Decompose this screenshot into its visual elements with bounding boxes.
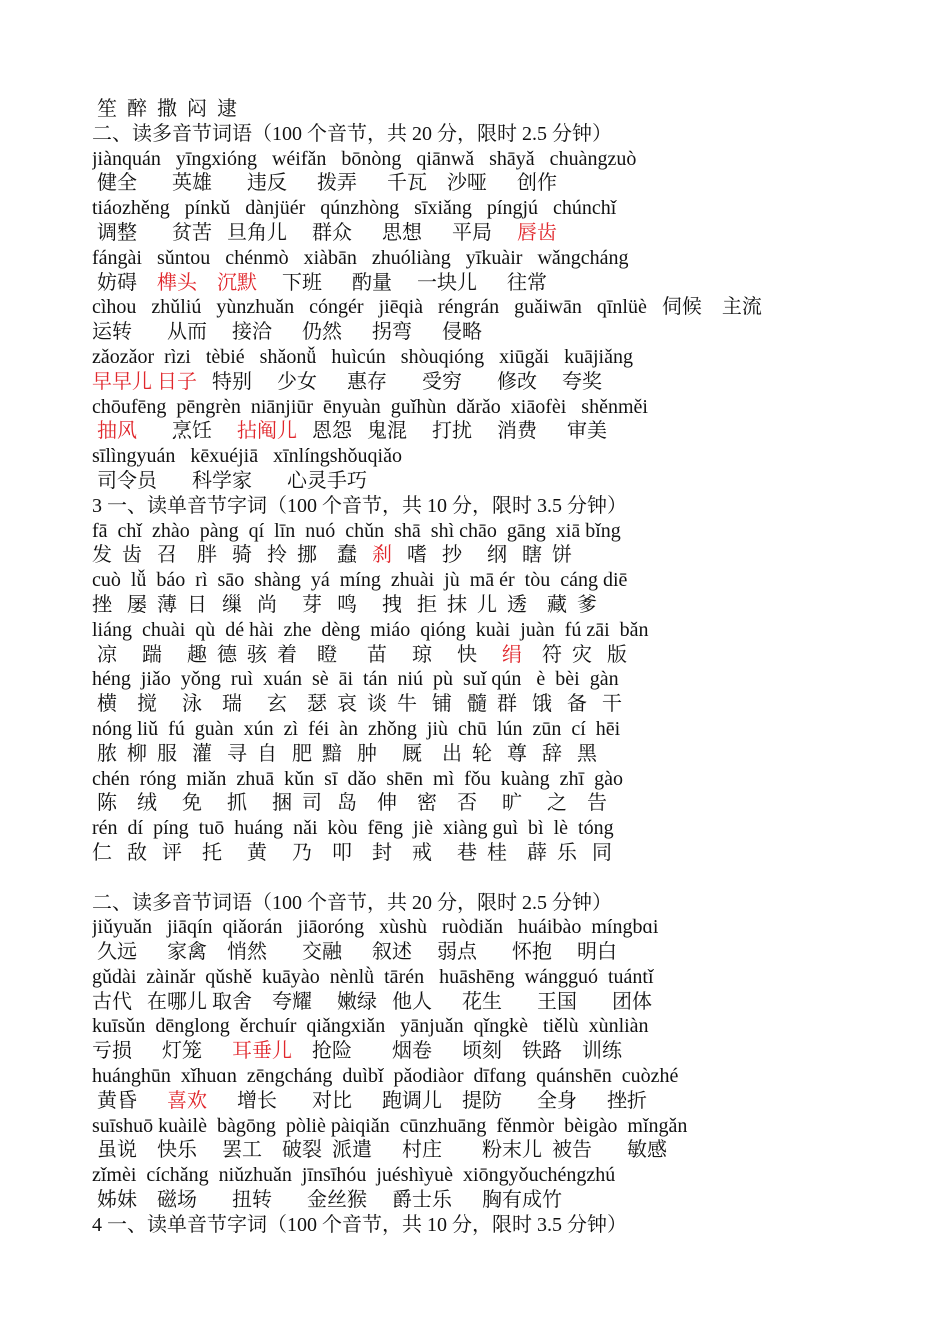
text-line [92, 221, 910, 246]
text-segment: 健全 英雄 违反 拨弄 千瓦 沙哑 创作 [92, 172, 557, 195]
text-line [92, 295, 910, 320]
text-line [92, 866, 910, 891]
text-line [92, 841, 910, 866]
text-segment: 姊妹 磁场 扭转 金丝猴 爵士乐 胸有成竹 [92, 1189, 562, 1212]
text-segment: 妨碍 [92, 271, 157, 294]
text-line [92, 1089, 910, 1114]
highlighted-text: 沉默 [217, 271, 257, 294]
text-segment: jiǔyuǎn jiāqín qiǎorán jiāoróng xùshù ruòdiǎn huáibào míngbɑi [92, 916, 659, 939]
text-segment: 3 一、读单音节字词（100 个音节，共 10 分，限时 3.5 分钟） [92, 494, 627, 517]
text-line [92, 345, 910, 370]
text-line [92, 940, 910, 965]
text-line [92, 395, 910, 420]
text-segment: 久远 家禽 悄然 交融 叙述 弱点 怀抱 明白 [92, 941, 617, 964]
highlighted-text: 拈阄儿 [237, 420, 297, 443]
highlighted-text: 早早儿 日子 [92, 370, 197, 393]
text-segment: liáng chuài qù dé hài zhe dèng miáo qióng kuài juàn fú zāi bǎn [92, 618, 649, 641]
highlighted-text: 耳垂儿 [232, 1040, 292, 1063]
text-line [92, 816, 910, 841]
text-line [92, 742, 910, 767]
text-segment: 运转 从而 接洽 仍然 拐弯 侵略 [92, 321, 482, 344]
text-segment: 仁 敌 评 托 黄 乃 叩 封 戒 巷 桂 薜 乐 同 [92, 841, 612, 864]
text-line [92, 320, 910, 345]
text-segment: rén dí píng tuō huáng nǎi kòu fēng jiè xiàng guì bì lè tóng [92, 817, 614, 840]
text-line [92, 1163, 910, 1188]
text-line [92, 370, 910, 395]
text-segment: 亏损 灯笼 [92, 1040, 232, 1063]
text-segment: suīshuō kuàilè bàgōng pòliè pàiqiǎn cūnzhuāng fěnmòr bèigào mǐngǎn [92, 1114, 688, 1137]
text-segment [197, 272, 217, 294]
text-segment: 嗜 抄 纲 瞎 饼 [392, 544, 572, 567]
text-line [92, 891, 910, 916]
text-line [92, 196, 910, 221]
text-segment: 陈 绒 免 抓 捆 司 岛 伸 密 否 旷 之 告 [92, 792, 607, 815]
text-line [92, 494, 910, 519]
text-segment: cuò lǚ báo rì sāo shàng yá míng zhuài jù mā ér tòu cáng diē [92, 569, 628, 592]
text-line [92, 667, 910, 692]
text-line [92, 915, 910, 940]
text-segment: nóng liǔ fú guàn xún zì féi àn zhǒng jiù chū lún zūn cí hēi [92, 717, 621, 740]
text-segment: 挫 屡 薄 日 缫 尚 芽 鸣 拽 拒 抹 儿 透 藏 爹 [92, 593, 597, 616]
text-line [92, 444, 910, 469]
text-line [92, 419, 910, 444]
text-line [92, 147, 910, 172]
text-segment: cìhou zhǔliú yùnzhuǎn cóngér jiēqià réngrán guǎiwān qīnlüè 伺候 主流 [92, 296, 762, 319]
text-segment: 符 灾 版 [522, 643, 627, 666]
text-segment: jiànquán yīngxióng wéifǎn bōnòng qiānwǎ shāyǎ chuàngzuò [92, 147, 637, 170]
text-line [92, 1064, 910, 1089]
text-line [92, 1039, 910, 1064]
text-segment: 脓 柳 服 灌 寻 自 肥 黯 肿 厩 出 轮 尊 辞 黑 [92, 742, 597, 765]
text-line [92, 171, 910, 196]
text-segment: 烹饪 [137, 420, 237, 443]
text-line [92, 717, 910, 742]
text-segment: 虽说 快乐 罢工 破裂 派遣 村庄 粉末儿 被告 敏感 [92, 1139, 667, 1162]
text-line [92, 1213, 910, 1238]
text-line [92, 1114, 910, 1139]
highlighted-text: 唇齿 [517, 221, 557, 244]
text-segment: chén róng miǎn zhuā kǔn sī dǎo shēn mì fǒu kuàng zhī gào [92, 767, 623, 790]
text-segment: kuīsǔn dēnglong ěrchuír qiǎngxiǎn yānjuǎn qǐngkè tiělù xùnliàn [92, 1015, 649, 1038]
text-line [92, 791, 910, 816]
text-segment: héng jiǎo yǒng ruì xuán sè āi tán niú pù suǐ qún è bèi gàn [92, 668, 619, 691]
text-line [92, 643, 910, 668]
text-segment: 二、读多音节词语（100 个音节，共 20 分，限时 2.5 分钟） [92, 122, 612, 145]
text-segment: sīlìngyuán kēxuéjiā xīnlíngshǒuqiǎo [92, 445, 402, 468]
text-segment: 4 一、读单音节字词（100 个音节，共 10 分，限时 3.5 分钟） [92, 1213, 627, 1236]
text-line [92, 246, 910, 271]
text-segment: gǔdài zàinǎr qǔshě kuāyào nènlǜ tārén huāshēng wángguó tuántǐ [92, 965, 654, 988]
text-line [92, 271, 910, 296]
text-segment: 调整 贫苦 旦角儿 群众 思想 平局 [92, 221, 517, 244]
text-segment: fángài sǔntou chénmò xiàbān zhuóliàng yīkuàir wǎngcháng [92, 246, 629, 269]
text-segment: chōufēng pēngrèn niānjiūr ēnyuàn guǐhùn dǎrǎo xiāofèi shěnměi [92, 395, 648, 418]
text-line [92, 1014, 910, 1039]
text-segment: 下班 酌量 一块儿 往常 [257, 271, 547, 294]
text-segment: 特别 少女 惠存 受穷 修改 夸奖 [197, 370, 602, 393]
text-segment: 发 齿 召 胖 骑 拎 挪 蠢 [92, 544, 372, 567]
text-segment: zǐmèi cíchǎng niǔzhuǎn jīnsīhóu juéshìyuè xiōngyǒuchéngzhú [92, 1164, 616, 1187]
text-segment: 凉 踹 趣 德 骇 着 瞪 苗 琼 快 [92, 643, 502, 666]
text-segment: huánghūn xǐhuɑn zēngcháng duìbǐ pǎodiàor dīfɑng quánshēn cuòzhé [92, 1065, 679, 1088]
text-segment: 恩怨 鬼混 打扰 消费 审美 [297, 420, 607, 443]
text-segment: 横 搅 泳 瑞 玄 瑟 哀 谈 牛 铺 髓 群 饿 备 干 [92, 693, 622, 716]
text-line [92, 990, 910, 1015]
text-line [92, 543, 910, 568]
highlighted-text: 喜欢 [167, 1089, 207, 1112]
text-line [92, 469, 910, 494]
text-segment: 黄昏 [92, 1089, 167, 1112]
text-line [92, 1138, 910, 1163]
text-segment: 古代 在哪儿 取舍 夸耀 嫩绿 他人 花生 王国 团体 [92, 990, 652, 1013]
text-line [92, 767, 910, 792]
text-line [92, 519, 910, 544]
text-segment: 抢险 烟卷 顷刻 铁路 训练 [292, 1040, 622, 1063]
text-line [92, 1188, 910, 1213]
text-segment: 增长 对比 跑调儿 提防 全身 挫折 [207, 1089, 647, 1112]
highlighted-text: 抽风 [97, 420, 137, 443]
text-segment: fā chǐ zhào pàng qí līn nuó chǔn shā shì chāo gāng xiā bǐng [92, 519, 621, 542]
highlighted-text: 刹 [372, 544, 392, 567]
text-segment: zǎozǎor rìzi tèbié shǎonǚ huìcún shòuqióng xiūgǎi kuājiǎng [92, 345, 633, 368]
text-line [92, 568, 910, 593]
text-segment: 笙 醉 撒 闷 逮 [92, 98, 237, 120]
highlighted-text: 绢 [502, 643, 522, 666]
text-line [92, 965, 910, 990]
text-line [92, 618, 910, 643]
text-segment: 司令员 科学家 心灵手巧 [92, 469, 367, 492]
highlighted-text: 榫头 [157, 271, 197, 294]
text-segment: tiáozhěng pínkǔ dànjüér qúnzhòng sīxiǎng píngjú chúnchǐ [92, 197, 617, 220]
text-line [92, 593, 910, 618]
text-segment: 二、读多音节词语（100 个音节，共 20 分，限时 2.5 分钟） [92, 891, 612, 914]
text-line [92, 97, 910, 122]
text-line [92, 122, 910, 147]
text-line [92, 692, 910, 717]
